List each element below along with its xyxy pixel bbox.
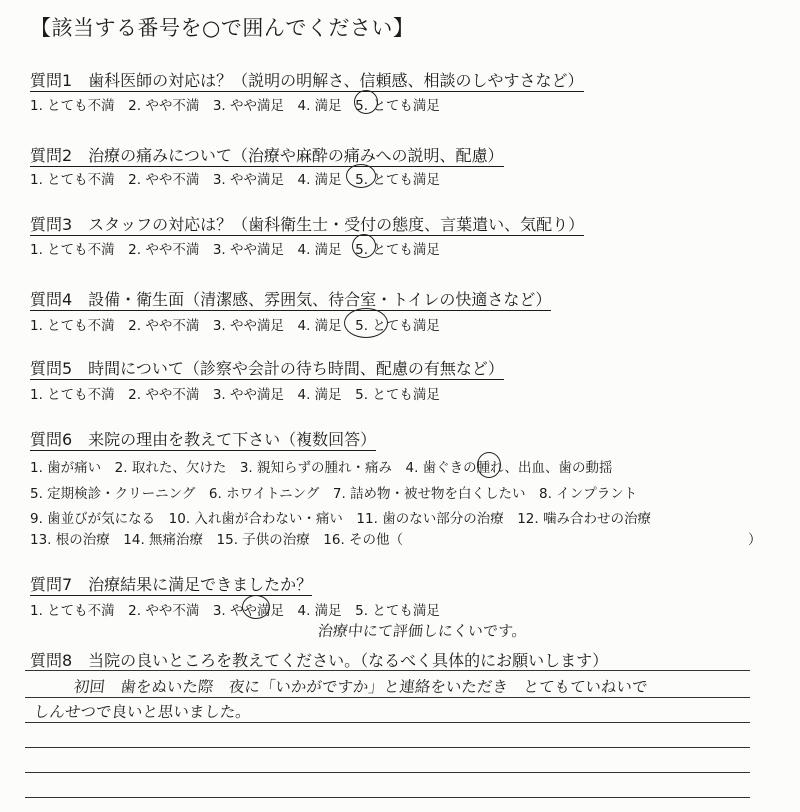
question-1-options[interactable]: 1. とても不満 2. やや不満 3. やや満足 4. 満足 5. とても満足 [30, 98, 440, 114]
question-6-options-row-3[interactable]: 9. 歯並びが気になる 10. 入れ歯が合わない・痛い 11. 歯のない部分の治療 12. 噛み合わせの治療 [30, 511, 651, 527]
q8-answer-line-2: しんせつで良いと思いました。 [32, 703, 252, 721]
question-6-other-close: ） [748, 532, 762, 548]
q7-handwritten-note: 治療中にて評価しにくいです。 [317, 622, 528, 640]
question-7-title: 質問7 治療結果に満足できましたか？ [30, 575, 313, 594]
question-8-title: 質問8 当院の良いところを教えてください。（なるべく具体的にお願いします） [30, 651, 609, 670]
question-5-title: 質問5 時間について（診察や会計の待ち時間、配慮の有無など） [30, 359, 504, 378]
question-4-options[interactable]: 1. とても不満 2. やや不満 3. やや満足 4. 満足 5. とても満足 [30, 318, 440, 334]
question-3-title: 質問3 スタッフの対応は？（歯科衛生士・受付の態度、言葉遣い、気配り） [30, 215, 585, 234]
question-6-title: 質問6 来院の理由を教えて下さい（複数回答） [30, 430, 377, 449]
q7-answer-circle [242, 595, 270, 619]
form-header: 【該当する番号を○で囲んでください】 [30, 16, 415, 40]
answer-rule-5 [25, 772, 750, 773]
answer-rule-3 [25, 722, 750, 723]
question-6-options-row-2[interactable]: 5. 定期検診・クリーニング 6. ホワイトニング 7. 詰め物・被せ物を白くしたい 8. インプラント [30, 486, 638, 502]
question-2-options[interactable]: 1. とても不満 2. やや不満 3. やや満足 4. 満足 5. とても満足 [30, 172, 440, 188]
question-5-options[interactable]: 1. とても不満 2. やや不満 3. やや満足 4. 満足 5. とても満足 [30, 387, 440, 403]
question-6-options-row-4[interactable]: 13. 根の治療 14. 無痛治療 15. 子供の治療 16. その他（ [30, 532, 404, 548]
q3-answer-circle [352, 234, 376, 258]
answer-rule-2 [25, 697, 750, 698]
question-4-title: 質問4 設備・衛生面（清潔感、雰囲気、待合室・トイレの快適さなど） [30, 290, 552, 309]
q1-answer-circle [354, 90, 378, 114]
question-1-title: 質問1 歯科医師の対応は？（説明の明解さ、信頼感、相談のしやすさなど） [30, 71, 584, 90]
answer-rule-4 [25, 747, 750, 748]
q8-answer-line-1: 初回 歯をぬいた際 夜に「いかがですか」と連絡をいただき とてもていねいで [72, 678, 649, 696]
q4-answer-circle [344, 308, 388, 338]
answer-rule-6 [25, 797, 750, 798]
answer-rule-1 [25, 670, 750, 671]
question-6-options-row-1[interactable]: 1. 歯が痛い 2. 取れた、欠けた 3. 親知らずの腫れ・痛み 4. 歯ぐきの腫れ、出血、歯の動揺 [30, 460, 613, 476]
q2-answer-circle [346, 164, 376, 188]
question-2-title: 質問2 治療の痛みについて（治療や麻酔の痛みへの説明、配慮） [30, 146, 504, 165]
q6-answer-circle [477, 452, 501, 478]
question-3-options[interactable]: 1. とても不満 2. やや不満 3. やや満足 4. 満足 5. とても満足 [30, 242, 440, 258]
question-7-options[interactable]: 1. とても不満 2. やや不満 3. やや満足 4. 満足 5. とても満足 [30, 603, 440, 619]
